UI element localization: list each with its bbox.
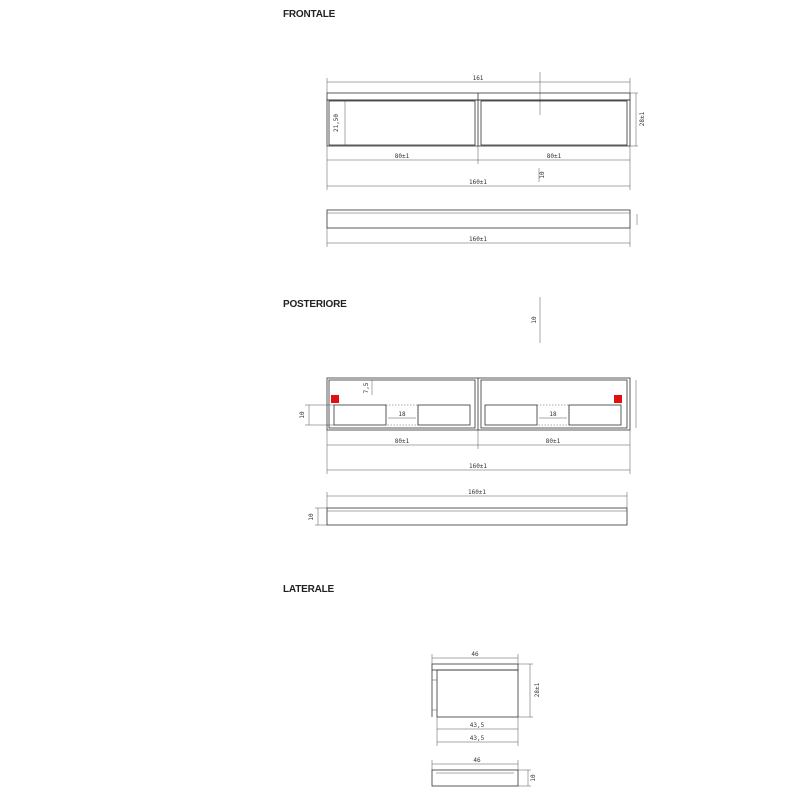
front-view-title: FRONTALE (283, 9, 336, 20)
front-base-slab (327, 210, 630, 228)
back-right-fixing-block (614, 395, 622, 403)
side-height-label: 28±1 (534, 682, 541, 698)
side-cabinet-body (437, 670, 518, 717)
front-elevation (327, 72, 646, 190)
side-view-title: LATERALE (283, 584, 334, 595)
back-left-fixing-block (331, 395, 339, 403)
back-cabinet-body (327, 378, 630, 430)
front-right-drawer (481, 101, 627, 145)
back-base-width-label: 160±1 (467, 489, 487, 496)
front-top-slab (327, 93, 630, 100)
front-base-width-label: 160±1 (468, 236, 488, 243)
back-right-gap-label: 18 (549, 411, 557, 418)
back-total-width-label: 160±1 (468, 463, 488, 470)
side-top-slab (432, 664, 518, 670)
back-left-opening-a (334, 405, 386, 425)
back-left-opening-b (418, 405, 470, 425)
side-shelf (432, 757, 537, 786)
back-side-mark-label: 10 (531, 316, 538, 324)
back-view-title: POSTERIORE (283, 299, 347, 310)
back-left-module-width-label: 80±1 (394, 438, 410, 445)
back-base (308, 489, 627, 525)
front-base (327, 210, 637, 247)
front-total-width-label: 160±1 (468, 179, 488, 186)
front-left-drawer (329, 101, 475, 145)
front-height-label: 28±1 (639, 111, 646, 127)
back-left-gap-label: 18 (398, 411, 406, 418)
side-shelf-slab (432, 770, 518, 786)
back-right-opening-a (485, 405, 537, 425)
front-cabinet-body (327, 100, 630, 146)
back-right-module-width-label: 80±1 (545, 438, 561, 445)
front-drawer-height-label: 21,50 (333, 113, 340, 133)
side-base-depth-label: 43,5 (469, 735, 485, 742)
back-notch-label: 7,5 (363, 382, 370, 394)
back-base-slab (327, 508, 627, 525)
side-inner-depth-label: 43,5 (469, 722, 485, 729)
side-shelf-height-label: 10 (530, 774, 537, 782)
side-shelf-depth-label: 46 (473, 757, 481, 764)
back-elevation (299, 297, 636, 474)
side-top-depth-label: 46 (471, 651, 479, 658)
front-left-drawer-width-label: 80±1 (394, 153, 410, 160)
back-base-height-label: 10 (308, 513, 315, 521)
side-elevation (432, 651, 541, 746)
back-opening-height-label: 10 (299, 411, 306, 419)
front-marker-label: 10 (539, 171, 546, 179)
front-top-width-label: 161 (472, 75, 484, 82)
back-right-opening-b (569, 405, 621, 425)
front-right-drawer-width-label: 80±1 (546, 153, 562, 160)
